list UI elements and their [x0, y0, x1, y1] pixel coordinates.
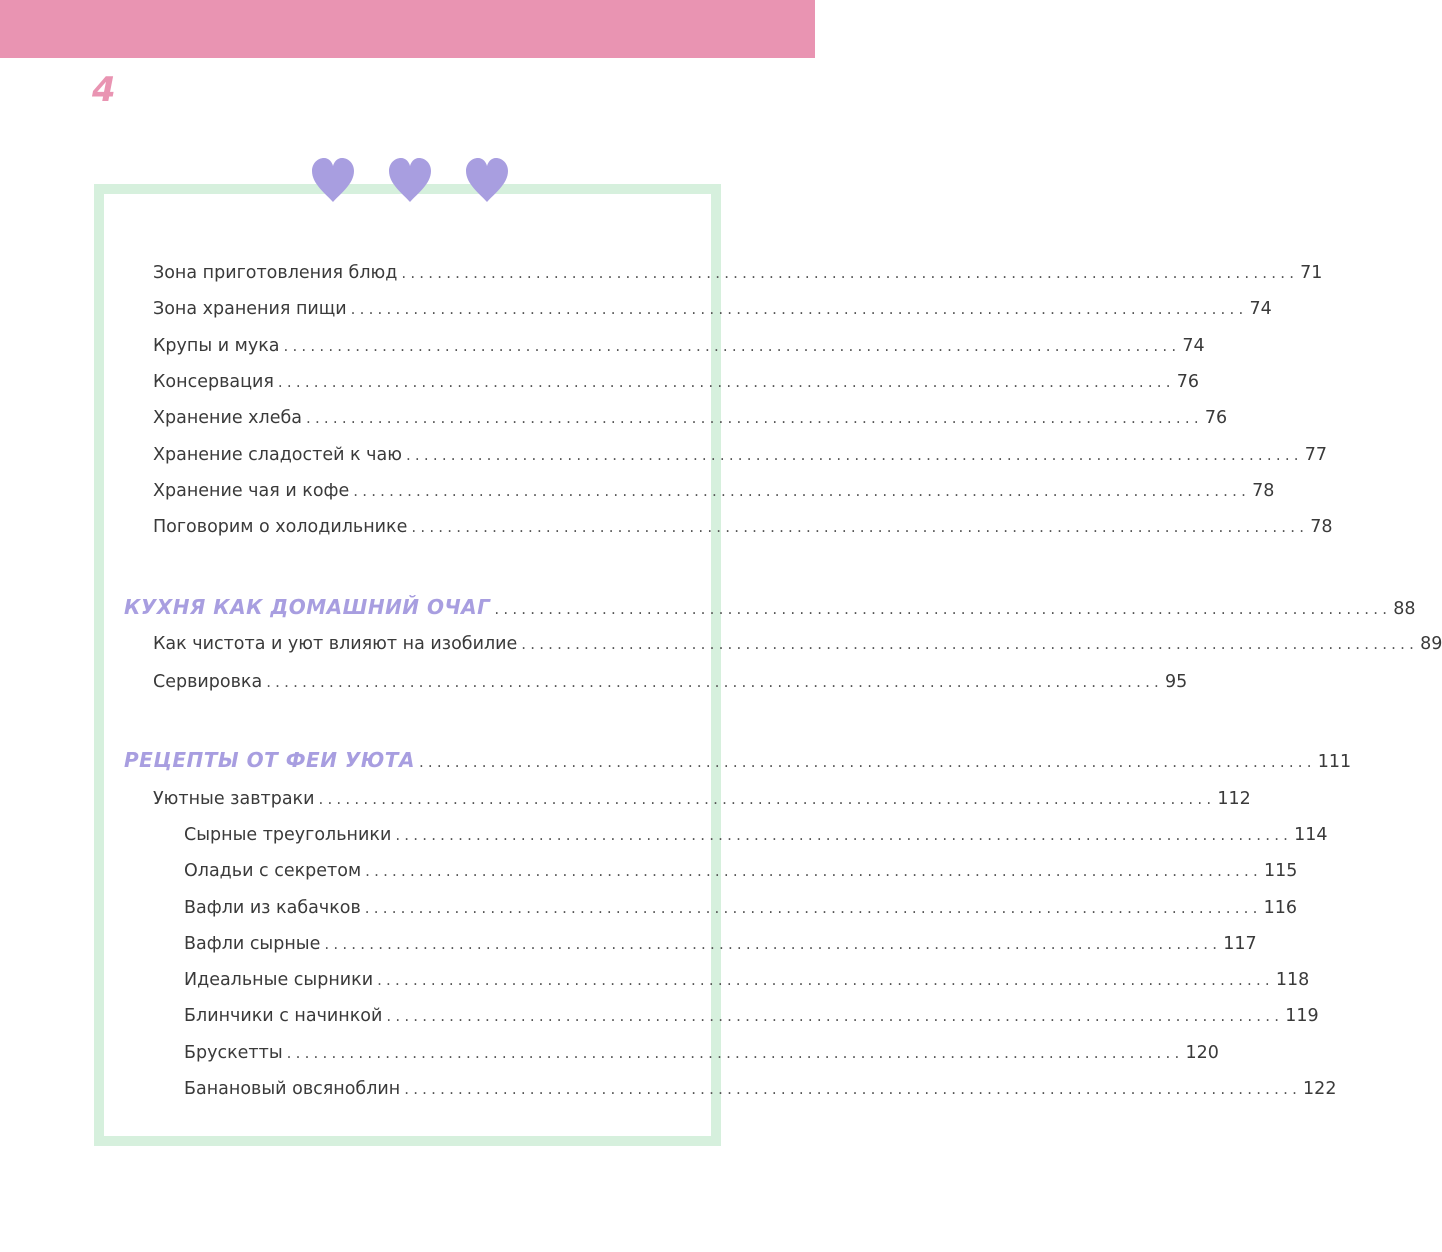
- toc-section-heading[interactable]: РЕЦЕПТЫ ОТ ФЕИ УЮТА .................................................................................................... 111: [124, 748, 1352, 772]
- toc-entry[interactable]: Банановый овсяноблин .................................................................................................... 122: [184, 1079, 1337, 1099]
- toc-entry[interactable]: Консервация .................................................................................................... 76: [153, 372, 1200, 392]
- toc-entry[interactable]: Вафли из кабачков .................................................................................................... 116: [184, 898, 1298, 918]
- toc-entry[interactable]: Крупы и мука .................................................................................................... 74: [153, 336, 1205, 356]
- toc-entry[interactable]: Уютные завтраки .................................................................................................... 112: [153, 789, 1251, 809]
- toc-entry[interactable]: Как чистота и уют влияют на изобилие .................................................................................................... 89: [153, 634, 1442, 654]
- toc-entry[interactable]: Оладьи с секретом .................................................................................................... 115: [184, 861, 1298, 881]
- page-number: 4: [92, 70, 116, 110]
- toc-entry[interactable]: Поговорим о холодильнике .................................................................................................... 78: [153, 517, 1333, 537]
- toc-entry[interactable]: Хранение сладостей к чаю .................................................................................................... 77: [153, 445, 1328, 465]
- toc-entry[interactable]: Хранение чая и кофе .................................................................................................... 78: [153, 481, 1275, 501]
- toc-entry[interactable]: Хранение хлеба .................................................................................................... 76: [153, 408, 1228, 428]
- toc-entry[interactable]: Сырные треугольники .................................................................................................... 114: [184, 825, 1328, 845]
- toc-section-heading[interactable]: КУХНЯ КАК ДОМАШНИЙ ОЧАГ .................................................................................................... 88: [124, 595, 1416, 619]
- toc-entry[interactable]: Вафли сырные .................................................................................................... 117: [184, 934, 1257, 954]
- toc-entry[interactable]: Зона приготовления блюд .................................................................................................... 71: [153, 263, 1323, 283]
- toc-entry[interactable]: Блинчики с начинкой .................................................................................................... 119: [184, 1006, 1319, 1026]
- toc-entry[interactable]: Брускетты .................................................................................................... 120: [184, 1043, 1219, 1063]
- toc-entry[interactable]: Зона хранения пищи .................................................................................................... 74: [153, 299, 1272, 319]
- toc-entry[interactable]: Идеальные сырники .................................................................................................... 118: [184, 970, 1310, 990]
- toc-entry[interactable]: Сервировка .................................................................................................... 95: [153, 672, 1188, 692]
